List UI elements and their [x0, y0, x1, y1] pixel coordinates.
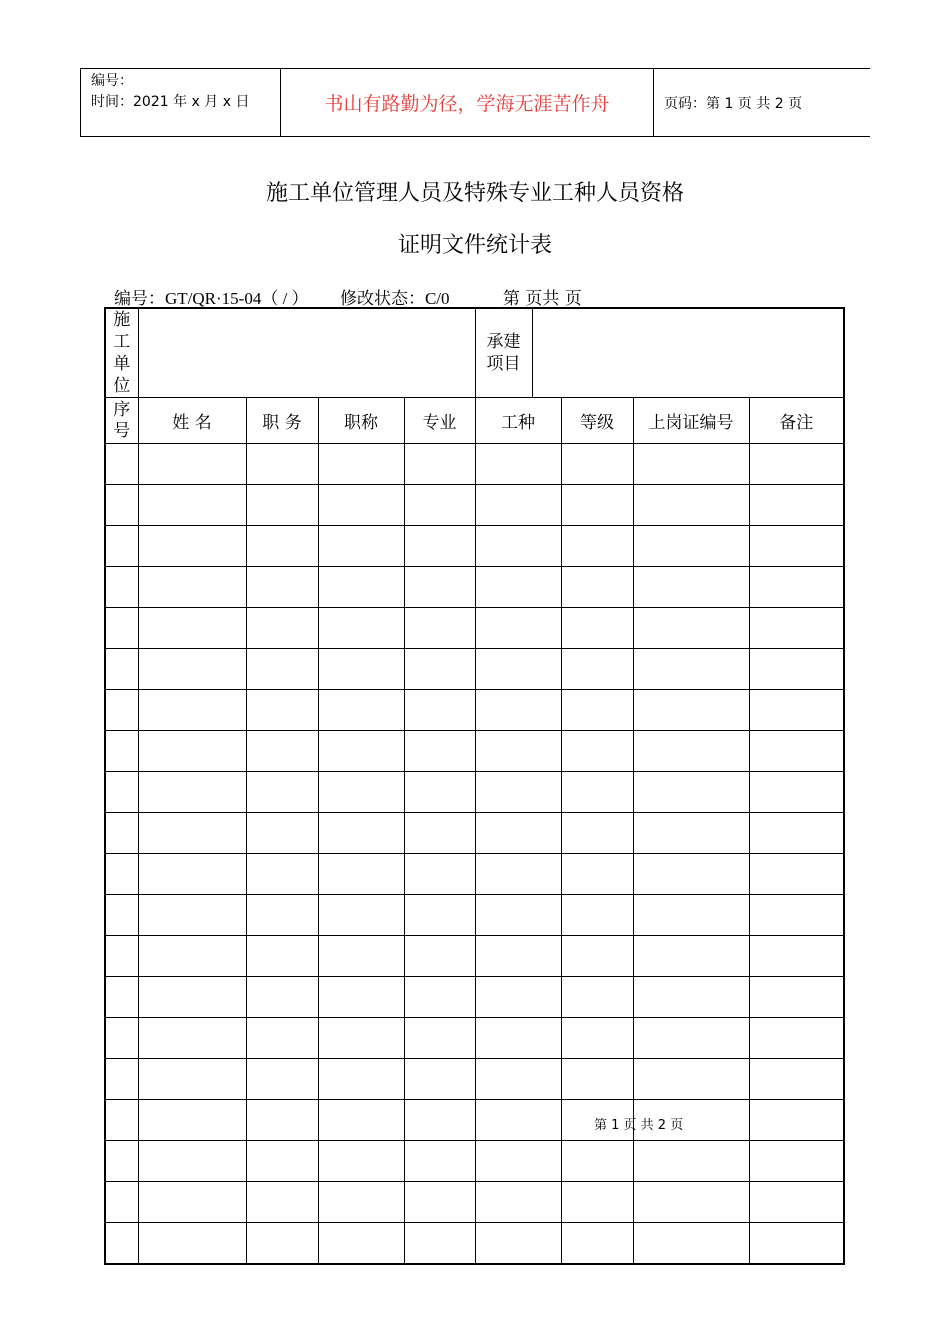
table-cell[interactable]: [633, 526, 749, 567]
project-value-cell[interactable]: [532, 308, 844, 398]
table-cell[interactable]: [138, 1018, 246, 1059]
table-cell[interactable]: [105, 567, 138, 608]
column-header-name: 姓 名: [138, 398, 246, 444]
table-cell[interactable]: [475, 813, 561, 854]
table-cell[interactable]: [318, 608, 404, 649]
table-row: [105, 854, 844, 895]
table-cell[interactable]: [633, 690, 749, 731]
table-cell[interactable]: [105, 1223, 138, 1265]
table-cell[interactable]: [404, 977, 475, 1018]
table-cell[interactable]: [475, 854, 561, 895]
table-cell[interactable]: [318, 1018, 404, 1059]
table-cell[interactable]: [475, 936, 561, 977]
table-cell[interactable]: [561, 977, 633, 1018]
table-cell[interactable]: [138, 690, 246, 731]
table-cell[interactable]: [246, 1100, 318, 1141]
form-code-value: GT/QR·15-04（ / ）: [165, 289, 309, 308]
table-cell[interactable]: [404, 526, 475, 567]
table-cell[interactable]: [404, 485, 475, 526]
table-cell[interactable]: [475, 1223, 561, 1265]
table-cell[interactable]: [561, 526, 633, 567]
serial-header-line-1: 序: [113, 399, 131, 420]
table-cell[interactable]: [404, 1223, 475, 1265]
form-code-label: 编号：: [114, 289, 165, 309]
table-cell[interactable]: [318, 895, 404, 936]
table-cell[interactable]: [475, 895, 561, 936]
form-page-label: 第 页共 页: [502, 289, 582, 309]
table-row: [105, 813, 844, 854]
table-cell[interactable]: [561, 444, 633, 485]
table-cell[interactable]: [138, 731, 246, 772]
table-cell[interactable]: [246, 1018, 318, 1059]
table-cell[interactable]: [749, 854, 844, 895]
table-cell[interactable]: [318, 813, 404, 854]
table-cell[interactable]: [105, 1059, 138, 1100]
table-cell[interactable]: [105, 1182, 138, 1223]
table-cell[interactable]: [138, 526, 246, 567]
project-label-line-1: 承建: [486, 332, 521, 352]
table-cell[interactable]: [246, 526, 318, 567]
personnel-qualification-table: [104, 307, 845, 1265]
header-page-code: 页码：第 1 页 共 2 页: [664, 95, 803, 112]
table-cell[interactable]: [404, 936, 475, 977]
table-cell[interactable]: [633, 1059, 749, 1100]
table-cell[interactable]: [246, 731, 318, 772]
table-cell[interactable]: [749, 813, 844, 854]
table-cell[interactable]: [561, 895, 633, 936]
column-header-remarks: 备注: [749, 398, 844, 444]
table-cell[interactable]: [105, 813, 138, 854]
column-header-specialty: 专业: [404, 398, 475, 444]
table-cell[interactable]: [318, 731, 404, 772]
table-cell[interactable]: [318, 1059, 404, 1100]
table-row: [105, 977, 844, 1018]
table-cell[interactable]: [246, 977, 318, 1018]
table-row: [105, 485, 844, 526]
table-cell[interactable]: [633, 1018, 749, 1059]
unit-project-row: [105, 308, 844, 398]
table-row: [105, 731, 844, 772]
table-cell[interactable]: [138, 608, 246, 649]
column-header-title: 职称: [318, 398, 404, 444]
table-cell[interactable]: [561, 690, 633, 731]
table-cell[interactable]: [633, 772, 749, 813]
unit-label-cell: [105, 308, 138, 398]
table-cell[interactable]: [561, 731, 633, 772]
table-cell[interactable]: [246, 1059, 318, 1100]
table-cell[interactable]: [105, 608, 138, 649]
table-cell[interactable]: [749, 444, 844, 485]
table-cell[interactable]: [318, 1141, 404, 1182]
table-cell[interactable]: [561, 1182, 633, 1223]
table-cell[interactable]: [318, 444, 404, 485]
unit-label-line-2: 单位: [113, 354, 131, 396]
footer-page-info: 第 1 页 共 2 页: [594, 1118, 684, 1133]
table-cell[interactable]: [105, 526, 138, 567]
table-cell[interactable]: [404, 1141, 475, 1182]
table-cell[interactable]: [404, 608, 475, 649]
table-cell[interactable]: [105, 485, 138, 526]
table-cell[interactable]: [404, 895, 475, 936]
table-cell[interactable]: [475, 444, 561, 485]
table-cell[interactable]: [633, 1223, 749, 1265]
table-row: [105, 1100, 844, 1141]
table-cell[interactable]: [404, 854, 475, 895]
table-cell[interactable]: [138, 567, 246, 608]
table-cell[interactable]: [475, 1141, 561, 1182]
table-cell[interactable]: [318, 772, 404, 813]
table-cell[interactable]: [561, 813, 633, 854]
table-cell[interactable]: [246, 854, 318, 895]
table-cell[interactable]: [749, 977, 844, 1018]
header-number-label: 编号：: [91, 73, 133, 89]
header-meta-cell: [80, 69, 281, 136]
table-cell[interactable]: [105, 895, 138, 936]
unit-value-cell[interactable]: [138, 308, 475, 398]
form-meta-line: [114, 284, 582, 309]
table-cell[interactable]: [105, 1141, 138, 1182]
table-cell[interactable]: [246, 813, 318, 854]
table-cell[interactable]: [138, 772, 246, 813]
table-cell[interactable]: [246, 485, 318, 526]
table-cell[interactable]: [633, 854, 749, 895]
table-cell[interactable]: [749, 567, 844, 608]
table-cell[interactable]: [475, 731, 561, 772]
table-cell[interactable]: [404, 813, 475, 854]
revision-label: 修改状态：: [339, 289, 425, 309]
table-row: [105, 444, 844, 485]
table-cell[interactable]: [246, 567, 318, 608]
table-cell[interactable]: [561, 854, 633, 895]
table-cell[interactable]: [138, 649, 246, 690]
table-cell[interactable]: [404, 731, 475, 772]
table-cell[interactable]: [475, 485, 561, 526]
table-cell[interactable]: [138, 895, 246, 936]
table-cell[interactable]: [318, 1182, 404, 1223]
table-cell[interactable]: [749, 690, 844, 731]
table-cell[interactable]: [475, 1018, 561, 1059]
table-cell[interactable]: [633, 936, 749, 977]
table-cell[interactable]: [318, 936, 404, 977]
table-cell[interactable]: [246, 1223, 318, 1265]
table-cell[interactable]: [749, 649, 844, 690]
table-cell[interactable]: [246, 1141, 318, 1182]
table-cell[interactable]: [138, 813, 246, 854]
table-cell[interactable]: [105, 690, 138, 731]
table-cell[interactable]: [404, 1059, 475, 1100]
table-cell[interactable]: [105, 1018, 138, 1059]
table-row: [105, 690, 844, 731]
table-cell[interactable]: [404, 444, 475, 485]
table-cell[interactable]: [561, 567, 633, 608]
table-cell[interactable]: [749, 1059, 844, 1100]
table-cell[interactable]: [318, 977, 404, 1018]
form-title-line-1: 施工单位管理人员及特殊专业工种人员资格: [265, 181, 684, 206]
column-header-serial: [105, 398, 138, 444]
form-title-line-2: 证明文件统计表: [397, 233, 552, 258]
table-cell[interactable]: [246, 1182, 318, 1223]
table-cell[interactable]: [475, 608, 561, 649]
table-cell[interactable]: [138, 1100, 246, 1141]
table-row: [105, 526, 844, 567]
table-cell[interactable]: [633, 1182, 749, 1223]
table-cell[interactable]: [475, 567, 561, 608]
table-cell[interactable]: [138, 1059, 246, 1100]
table-row: [105, 1141, 844, 1182]
table-cell[interactable]: [749, 1182, 844, 1223]
table-cell[interactable]: [475, 772, 561, 813]
table-cell[interactable]: [749, 485, 844, 526]
table-cell[interactable]: [105, 854, 138, 895]
table-cell[interactable]: [404, 1018, 475, 1059]
table-cell[interactable]: [404, 690, 475, 731]
column-header-grade: 等级: [561, 398, 633, 444]
serial-header-line-2: 号: [113, 420, 131, 441]
header-motto-cell: [281, 69, 654, 136]
table-cell[interactable]: [138, 977, 246, 1018]
table-cell[interactable]: [475, 690, 561, 731]
table-cell[interactable]: [475, 1100, 561, 1141]
table-cell[interactable]: [561, 649, 633, 690]
table-cell[interactable]: [633, 567, 749, 608]
table-row: [105, 772, 844, 813]
table-cell[interactable]: [475, 526, 561, 567]
header-motto: 书山有路勤为径，学海无涯苦作舟: [324, 93, 610, 115]
table-cell[interactable]: [138, 444, 246, 485]
table-cell[interactable]: [561, 1059, 633, 1100]
table-row: [105, 1059, 844, 1100]
table-cell[interactable]: [475, 977, 561, 1018]
table-cell[interactable]: [749, 936, 844, 977]
table-cell[interactable]: [138, 1141, 246, 1182]
column-header-cert-no: 上岗证编号: [633, 398, 749, 444]
table-cell[interactable]: [246, 690, 318, 731]
table-row: [105, 608, 844, 649]
table-cell[interactable]: [633, 485, 749, 526]
table-cell[interactable]: [138, 936, 246, 977]
table-cell[interactable]: [633, 649, 749, 690]
table-cell[interactable]: [404, 567, 475, 608]
table-cell[interactable]: [404, 1182, 475, 1223]
table-cell[interactable]: [561, 1018, 633, 1059]
table-cell[interactable]: [633, 444, 749, 485]
table-cell[interactable]: [749, 731, 844, 772]
column-header-trade: 工种: [475, 398, 561, 444]
table-cell[interactable]: [105, 1100, 138, 1141]
table-cell[interactable]: [561, 936, 633, 977]
column-header-position: 职 务: [246, 398, 318, 444]
document-header: [80, 68, 870, 137]
table-cell[interactable]: [749, 1141, 844, 1182]
table-cell[interactable]: [105, 444, 138, 485]
table-row: [105, 1223, 844, 1265]
table-cell[interactable]: [138, 1182, 246, 1223]
table-cell[interactable]: [749, 1223, 844, 1265]
table-cell[interactable]: [633, 608, 749, 649]
table-cell[interactable]: [749, 1018, 844, 1059]
table-cell[interactable]: [749, 1100, 844, 1141]
table-cell[interactable]: [318, 854, 404, 895]
table-cell[interactable]: [246, 649, 318, 690]
table-cell[interactable]: [246, 936, 318, 977]
table-cell[interactable]: [561, 1141, 633, 1182]
unit-label-line-1: 施工: [113, 310, 131, 352]
table-cell[interactable]: [105, 936, 138, 977]
table-cell[interactable]: [561, 485, 633, 526]
table-cell[interactable]: [749, 526, 844, 567]
table-cell[interactable]: [633, 895, 749, 936]
table-cell[interactable]: [246, 772, 318, 813]
column-header-row: [105, 398, 844, 444]
table-cell[interactable]: [105, 649, 138, 690]
table-cell[interactable]: [318, 690, 404, 731]
table-cell[interactable]: [749, 772, 844, 813]
table-row: [105, 1018, 844, 1059]
table-cell[interactable]: [749, 608, 844, 649]
header-time-label: 时间：2021 年 x 月 x 日: [91, 94, 250, 110]
table-cell[interactable]: [475, 1182, 561, 1223]
table-cell[interactable]: [633, 977, 749, 1018]
table-cell[interactable]: [633, 1141, 749, 1182]
table-cell[interactable]: [404, 1100, 475, 1141]
table-cell[interactable]: [105, 731, 138, 772]
table-cell[interactable]: [404, 649, 475, 690]
table-cell[interactable]: [246, 895, 318, 936]
table-cell[interactable]: [561, 772, 633, 813]
table-cell[interactable]: [246, 608, 318, 649]
table-cell[interactable]: [475, 649, 561, 690]
table-cell[interactable]: [749, 895, 844, 936]
table-cell[interactable]: [318, 649, 404, 690]
table-cell[interactable]: [105, 772, 138, 813]
revision-value: C/0: [424, 289, 450, 308]
table-cell[interactable]: [138, 854, 246, 895]
table-cell[interactable]: [318, 567, 404, 608]
table-cell[interactable]: [105, 977, 138, 1018]
table-cell[interactable]: [318, 1223, 404, 1265]
table-cell[interactable]: [404, 772, 475, 813]
project-label-line-2: 项目: [486, 354, 521, 374]
table-cell[interactable]: [475, 1059, 561, 1100]
table-row: [105, 1182, 844, 1223]
table-cell[interactable]: [633, 813, 749, 854]
table-cell[interactable]: [318, 485, 404, 526]
table-cell[interactable]: [138, 485, 246, 526]
table-cell[interactable]: [561, 608, 633, 649]
table-row: [105, 649, 844, 690]
project-label-cell: [475, 308, 532, 398]
table-cell[interactable]: [633, 731, 749, 772]
table-cell[interactable]: [138, 1223, 246, 1265]
table-row: [105, 895, 844, 936]
table-cell[interactable]: [318, 1100, 404, 1141]
table-cell[interactable]: [318, 526, 404, 567]
table-row: [105, 936, 844, 977]
table-cell[interactable]: [246, 444, 318, 485]
table-row: [105, 567, 844, 608]
table-cell[interactable]: [561, 1223, 633, 1265]
